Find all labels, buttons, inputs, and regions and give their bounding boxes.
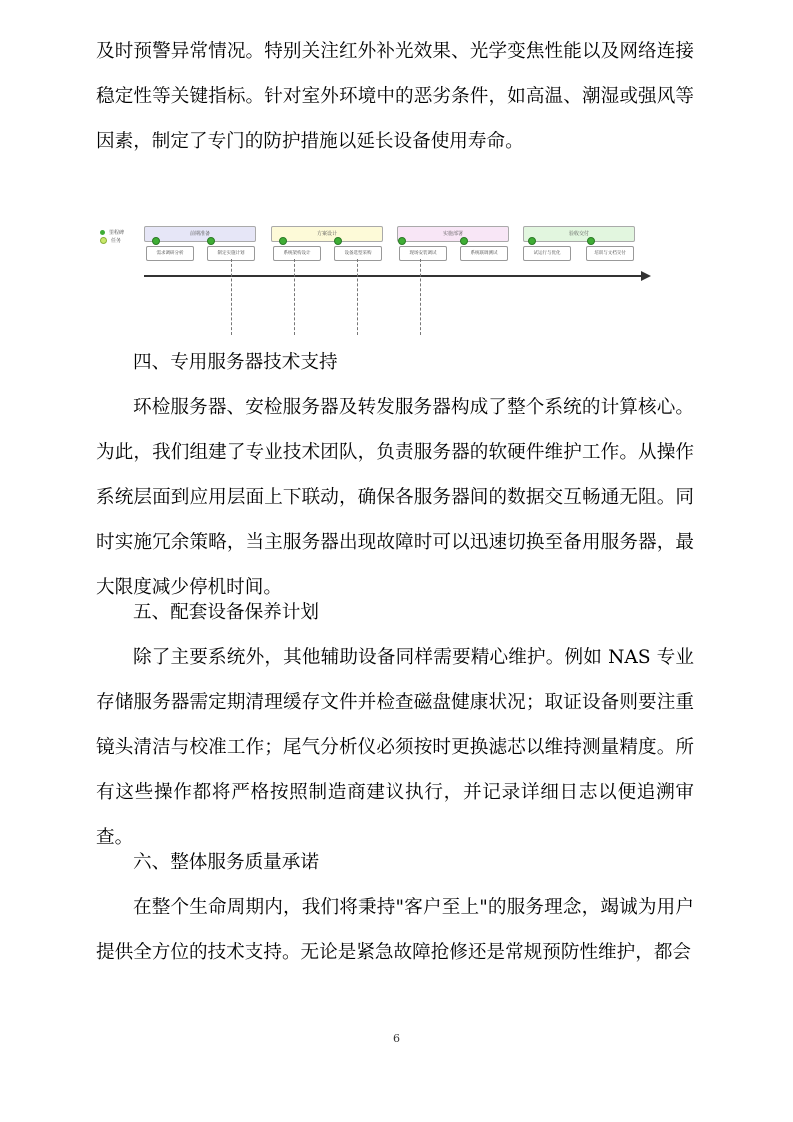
connector-dot-icon [587, 237, 595, 245]
task-box: 系统联调测试 [460, 246, 508, 261]
legend-item-milestone [100, 228, 124, 236]
legend-label: 里程碑 [109, 229, 125, 236]
legend-dot-icon [100, 237, 107, 244]
milestone-line [420, 259, 421, 335]
phase-box: 验收交付 [523, 226, 635, 242]
diagram-legend [100, 228, 124, 244]
task-box: 培训与文档交付 [586, 246, 634, 261]
connector-dot-icon [207, 237, 215, 245]
legend-label: 任务 [111, 237, 122, 244]
task-box: 需求调研分析 [146, 246, 194, 261]
task-box: 设备选型采购 [334, 246, 382, 261]
milestone-line [357, 259, 358, 335]
section-heading: 六、整体服务质量承诺 [133, 852, 319, 873]
task-box: 系统架构设计 [273, 246, 321, 261]
page-number: 6 [393, 1032, 400, 1045]
task-box: 现场安装调试 [399, 246, 447, 261]
phase-box: 方案设计 [271, 226, 383, 242]
milestone-line [294, 259, 295, 335]
timeline-diagram [96, 218, 656, 336]
paragraph-maintenance: 除了主要系统外，其他辅助设备同样需要精心维护。例如 NAS 专业存储服务器需定期清理缓存文件并检查磁盘健康状况；取证设备则要注重镜头清洁与校准工作；尾气分析仪必须按时更换滤芯以维持测量精度。所有这些操作都将严格按照制造商建议执行，并记录详细日志以便追溯审查。 [96, 647, 694, 848]
connector-dot-icon [152, 237, 160, 245]
task-box: 试运行与优化 [523, 246, 571, 261]
section-heading: 五、配套设备保养计划 [133, 602, 319, 623]
legend-item-task [100, 236, 124, 244]
connector-dot-icon [279, 237, 287, 245]
connector-dot-icon [398, 237, 406, 245]
axis-arrow-icon [641, 271, 651, 281]
milestone-line [231, 259, 232, 335]
section-heading: 四、专用服务器技术支持 [133, 352, 338, 373]
connector-dot-icon [528, 237, 536, 245]
connector-dot-icon [334, 237, 342, 245]
legend-dot-icon [100, 230, 105, 235]
paragraph-servers: 环检服务器、安检服务器及转发服务器构成了整个系统的计算核心。为此，我们组建了专业技术团队，负责服务器的软硬件维护工作。从操作系统层面到应用层面上下联动，确保各服务器间的数据交互畅通无阻。同时实施冗余策略，当主服务器出现故障时可以迅速切换至备用服务器，最大限度减少停机时间。 [96, 397, 694, 598]
paragraph-monitoring: 及时预警异常情况。特别关注红外补光效果、光学变焦性能以及网络连接稳定性等关键指标。针对室外环境中的恶劣条件，如高温、潮湿或强风等因素，制定了专门的防护措施以延长设备使用寿命。 [96, 41, 694, 152]
phase-box: 前期准备 [144, 226, 256, 242]
timeline-axis [144, 275, 644, 277]
task-box: 制定实施计划 [207, 246, 255, 261]
connector-dot-icon [460, 237, 468, 245]
phase-box: 实施部署 [397, 226, 509, 242]
paragraph-commitment: 在整个生命周期内，我们将秉持"客户至上"的服务理念，竭诚为用户提供全方位的技术支持。无论是紧急故障抢修还是常规预防性维护，都会 [96, 897, 694, 963]
